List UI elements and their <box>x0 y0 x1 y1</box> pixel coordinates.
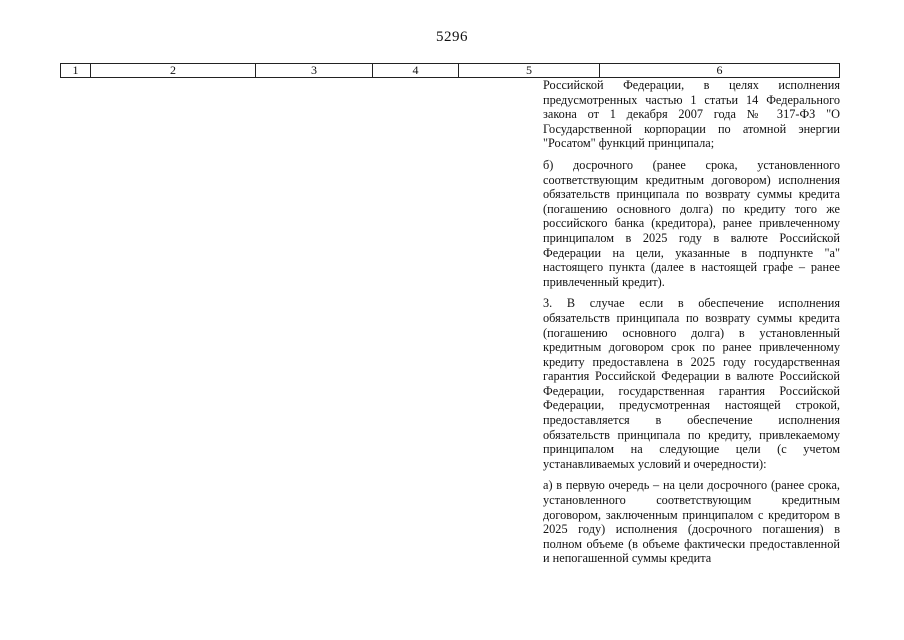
header-cell-2: 2 <box>91 64 256 77</box>
header-cell-6: 6 <box>716 63 723 77</box>
header-cell-1: 1 <box>61 64 91 77</box>
paragraph-subitem-b: б) досрочного (ранее срока, установленного соответствующим кредитным договором) исполнения обязательств принципала по возврату суммы кредита (погашению основного долга) по кредиту того же российского банка (кредитора), ранее привлеченному принципалом в 2025 году в валюте Российской Федерации на цели, указанные в подпункте "а" настоящего пункта (далее в настоящей графе – ранее привлеченный кредит). <box>543 157 840 289</box>
header-cell-3: 3 <box>256 64 373 77</box>
column-6-text <box>543 78 840 573</box>
paragraph-subitem-a: а) в первую очередь – на цели досрочного (ранее срока, установленного соответствующим кредитным договором, заключенным принципалом с кредитором в 2025 году) исполнения (досрочного погашения) в полном объеме (в объеме фактически предоставленной и непогашенной суммы кредита <box>543 478 840 566</box>
table-header-row <box>60 63 840 78</box>
header-cell-5: 5 <box>459 64 600 77</box>
header-cell-4: 4 <box>373 64 459 77</box>
paragraph-item-3: 3. В случае если в обеспечение исполнения обязательств принципала по возврату суммы кредита (погашению основного долга) в установленный кредитным договором срок по ранее привлеченному кредиту предоставлена в 2025 году государственная гарантия Российской Федерации в валюте Российской Федерации, государственная гарантия Российской Федерации, предусмотренная настоящей строкой, предоставляется в обеспечение исполнения обязательств принципала по кредиту, привлекаемому принципалом на следующие цели (с учетом устанавливаемых условий и очередности): <box>543 296 840 471</box>
paragraph-continuation: Российской Федерации, в целях исполнения предусмотренных частью 1 статьи 14 Федерального закона от 1 декабря 2007 года № 317-ФЗ "О Государственной корпорации по атомной энергии "Росатом" функций принципала; <box>543 78 840 151</box>
page-number: 5296 <box>436 29 468 45</box>
